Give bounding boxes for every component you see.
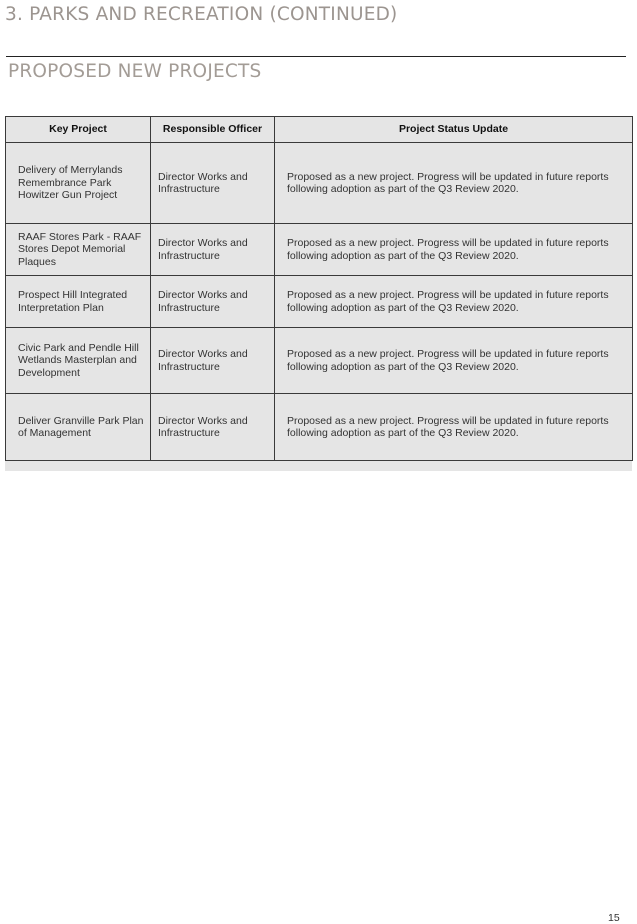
table-row: [6, 328, 633, 394]
cell-key-project: Civic Park and Pendle Hill Wetlands Masterplan and Development: [6, 328, 151, 394]
table-row: [6, 276, 633, 328]
section-title: 3. PARKS AND RECREATION (CONTINUED): [5, 4, 398, 25]
cell-responsible-officer: Director Works and Infrastructure: [151, 276, 275, 328]
cell-status-update: Proposed as a new project. Progress will be updated in future reports following adoption as part of the Q3 Review 2020.: [275, 276, 633, 328]
table-row: [6, 224, 633, 276]
cell-key-project: Delivery of Merrylands Remembrance Park Howitzer Gun Project: [6, 143, 151, 224]
projects-table: [5, 116, 633, 461]
table-footer-band: [5, 461, 632, 471]
table-row: [6, 143, 633, 224]
cell-status-update: Proposed as a new project. Progress will be updated in future reports following adoption as part of the Q3 Review 2020.: [275, 328, 633, 394]
page-number: 15: [608, 912, 620, 924]
header-project-status: Project Status Update: [275, 117, 633, 143]
cell-responsible-officer: Director Works and Infrastructure: [151, 224, 275, 276]
cell-responsible-officer: Director Works and Infrastructure: [151, 328, 275, 394]
cell-status-update: Proposed as a new project. Progress will be updated in future reports following adoption as part of the Q3 Review 2020.: [275, 394, 633, 461]
cell-status-update: Proposed as a new project. Progress will be updated in future reports following adoption as part of the Q3 Review 2020.: [275, 224, 633, 276]
sub-title: PROPOSED NEW PROJECTS: [8, 61, 262, 82]
cell-key-project: RAAF Stores Park - RAAF Stores Depot Memorial Plaques: [6, 224, 151, 276]
table-row: [6, 394, 633, 461]
cell-responsible-officer: Director Works and Infrastructure: [151, 394, 275, 461]
cell-status-update: Proposed as a new project. Progress will be updated in future reports following adoption as part of the Q3 Review 2020.: [275, 143, 633, 224]
cell-key-project: Prospect Hill Integrated Interpretation Plan: [6, 276, 151, 328]
projects-table-container: [5, 116, 632, 471]
cell-key-project: Deliver Granville Park Plan of Management: [6, 394, 151, 461]
cell-responsible-officer: Director Works and Infrastructure: [151, 143, 275, 224]
section-divider: [6, 56, 626, 57]
header-key-project: Key Project: [6, 117, 151, 143]
table-header-row: [6, 117, 633, 143]
header-responsible-officer: Responsible Officer: [151, 117, 275, 143]
